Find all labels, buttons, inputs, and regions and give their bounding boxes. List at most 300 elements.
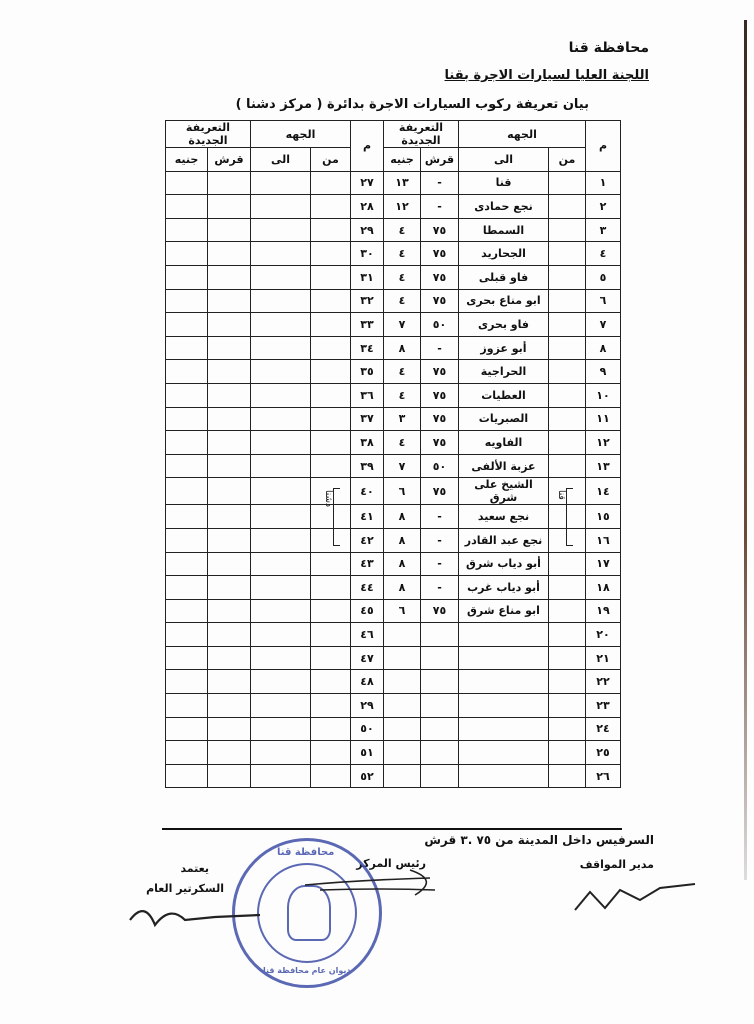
from-cell xyxy=(549,407,586,431)
pound-cell xyxy=(384,623,421,647)
piaster-cell-left xyxy=(208,478,251,505)
pound-cell-left xyxy=(166,336,208,360)
to-cell-left xyxy=(251,764,311,788)
to-cell xyxy=(459,764,549,788)
from-cell xyxy=(549,171,586,195)
from-cell xyxy=(549,576,586,600)
from-cell-left xyxy=(311,576,351,600)
table-row xyxy=(166,741,621,765)
table-row xyxy=(166,454,621,478)
from-header-left: من xyxy=(311,148,351,172)
serial-cell: ٦ xyxy=(586,289,621,313)
piaster-cell: - xyxy=(421,528,459,552)
serial-cell-left: ٣٩ xyxy=(351,454,384,478)
secretary-general-signature xyxy=(125,895,265,935)
serial-cell-left: ٣٢ xyxy=(351,289,384,313)
to-cell-left xyxy=(251,265,311,289)
table-row xyxy=(166,623,621,647)
from-cell-left xyxy=(311,599,351,623)
from-cell xyxy=(549,454,586,478)
piaster-cell: ٥٠ xyxy=(421,454,459,478)
from-cell-left xyxy=(311,265,351,289)
piaster-cell: ٧٥ xyxy=(421,289,459,313)
from-cell-left xyxy=(311,505,351,529)
pound-cell-left xyxy=(166,242,208,266)
serial-cell-left: ٤٣ xyxy=(351,552,384,576)
piaster-cell-left xyxy=(208,242,251,266)
to-cell: الشيخ على شرق xyxy=(459,478,549,505)
secretary-general-label: السكرتير العام xyxy=(146,882,224,895)
from-cell-left xyxy=(311,623,351,647)
pound-cell-left xyxy=(166,360,208,384)
piaster-cell-left xyxy=(208,576,251,600)
serial-cell-left: ٣٣ xyxy=(351,313,384,337)
to-cell-left xyxy=(251,171,311,195)
to-cell: ابو مناع شرق xyxy=(459,599,549,623)
serial-cell: ١٥ xyxy=(586,505,621,529)
serial-cell-left: ٣٠ xyxy=(351,242,384,266)
serial-cell-left: ٣١ xyxy=(351,265,384,289)
serial-cell: ٢٤ xyxy=(586,717,621,741)
serial-cell: ١٩ xyxy=(586,599,621,623)
from-cell xyxy=(549,195,586,219)
piaster-cell xyxy=(421,694,459,718)
pound-cell: ٤ xyxy=(384,242,421,266)
from-cell xyxy=(549,383,586,407)
from-cell-left xyxy=(311,646,351,670)
serial-cell: ٤ xyxy=(586,242,621,266)
pound-cell: ٤ xyxy=(384,360,421,384)
from-cell xyxy=(549,336,586,360)
to-cell: أبو دياب غرب xyxy=(459,576,549,600)
from-cell-left xyxy=(311,218,351,242)
from-cell xyxy=(549,289,586,313)
serial-header-left: م xyxy=(351,121,384,172)
piaster-cell-left xyxy=(208,360,251,384)
piaster-cell: ٧٥ xyxy=(421,265,459,289)
piaster-cell xyxy=(421,670,459,694)
serial-cell: ١٤ xyxy=(586,478,621,505)
fare-table xyxy=(165,120,621,788)
service-fare-note: السرفيس داخل المدينة من ٧٥ .٣ قرش xyxy=(424,833,654,847)
serial-cell: ١٠ xyxy=(586,383,621,407)
table-row xyxy=(166,478,621,505)
table-row xyxy=(166,599,621,623)
pound-header: جنيه xyxy=(384,148,421,172)
to-cell: نجع عبد القادر xyxy=(459,528,549,552)
serial-cell-left: ٤٨ xyxy=(351,670,384,694)
table-row xyxy=(166,646,621,670)
pound-cell: ٨ xyxy=(384,528,421,552)
from-cell-left xyxy=(311,171,351,195)
table-row xyxy=(166,694,621,718)
from-bracket-left-label: دشنا xyxy=(323,490,333,508)
to-cell xyxy=(459,717,549,741)
from-cell-left xyxy=(311,528,351,552)
to-header-left: الى xyxy=(251,148,311,172)
to-cell-left xyxy=(251,599,311,623)
serial-cell: ٢١ xyxy=(586,646,621,670)
table-row xyxy=(166,505,621,529)
from-bracket-right-label: قنا xyxy=(556,490,566,500)
table-row xyxy=(166,265,621,289)
serial-cell-left: ٤٢ xyxy=(351,528,384,552)
to-cell-left xyxy=(251,313,311,337)
to-cell-left xyxy=(251,195,311,219)
pound-cell-left xyxy=(166,764,208,788)
from-cell-left xyxy=(311,431,351,455)
from-cell-left xyxy=(311,289,351,313)
piaster-cell-left xyxy=(208,289,251,313)
serial-cell: ٢٢ xyxy=(586,670,621,694)
piaster-cell xyxy=(421,623,459,647)
table-row xyxy=(166,764,621,788)
to-cell: أبو دياب شرق xyxy=(459,552,549,576)
to-cell-left xyxy=(251,576,311,600)
pound-cell-left xyxy=(166,313,208,337)
table-row xyxy=(166,171,621,195)
to-cell-left xyxy=(251,552,311,576)
piaster-cell xyxy=(421,646,459,670)
from-cell-left xyxy=(311,454,351,478)
stamp-bottom-text: ديوان عام محافظة قنا xyxy=(263,966,351,975)
new-fare-header xyxy=(384,121,459,148)
to-cell-left xyxy=(251,505,311,529)
to-cell-left xyxy=(251,694,311,718)
pound-cell-left xyxy=(166,646,208,670)
pound-cell-left xyxy=(166,717,208,741)
serial-cell-left: ٥٢ xyxy=(351,764,384,788)
from-cell-left xyxy=(311,195,351,219)
from-cell xyxy=(549,670,586,694)
to-cell-left xyxy=(251,478,311,505)
pound-cell: ١٣ xyxy=(384,171,421,195)
pound-cell-left xyxy=(166,171,208,195)
from-cell xyxy=(549,694,586,718)
serial-cell: ٢٠ xyxy=(586,623,621,647)
piaster-cell: ٧٥ xyxy=(421,431,459,455)
serial-cell-left: ٤٦ xyxy=(351,623,384,647)
from-cell-left xyxy=(311,383,351,407)
piaster-cell-left xyxy=(208,694,251,718)
table-row xyxy=(166,383,621,407)
serial-cell-left: ٤٤ xyxy=(351,576,384,600)
to-cell-left xyxy=(251,336,311,360)
parking-manager-label: مدير المواقف xyxy=(579,858,654,871)
from-cell xyxy=(549,242,586,266)
piaster-cell-left xyxy=(208,764,251,788)
from-cell-left xyxy=(311,336,351,360)
to-cell: فاو قبلى xyxy=(459,265,549,289)
document-title: بيان تعريفة ركوب السيارات الاجرة بدائرة ( مركز دشنا ) xyxy=(235,97,589,112)
from-cell-left xyxy=(311,694,351,718)
from-cell-left xyxy=(311,313,351,337)
serial-cell-left: ٢٧ xyxy=(351,171,384,195)
from-cell xyxy=(549,265,586,289)
serial-cell: ٧ xyxy=(586,313,621,337)
to-cell: الحراجية xyxy=(459,360,549,384)
table-row xyxy=(166,431,621,455)
pound-cell-left xyxy=(166,265,208,289)
table-bottom-rule xyxy=(162,828,622,830)
from-cell xyxy=(549,552,586,576)
to-cell: عزبة الألفى xyxy=(459,454,549,478)
pound-cell-left xyxy=(166,431,208,455)
to-cell: الصبريات xyxy=(459,407,549,431)
piaster-cell-left xyxy=(208,741,251,765)
to-cell-left xyxy=(251,218,311,242)
serial-cell: ١١ xyxy=(586,407,621,431)
pound-cell-left xyxy=(166,407,208,431)
serial-cell: ٣ xyxy=(586,218,621,242)
page-edge-shadow xyxy=(744,20,747,880)
pound-cell: ٤ xyxy=(384,431,421,455)
serial-cell-left: ٤٧ xyxy=(351,646,384,670)
piaster-cell-left xyxy=(208,218,251,242)
serial-cell-left: ٥١ xyxy=(351,741,384,765)
piaster-cell: - xyxy=(421,336,459,360)
pound-cell-left xyxy=(166,576,208,600)
direction-header: الجهه xyxy=(459,121,586,148)
from-bracket-left xyxy=(333,488,340,546)
center-head-label: رئيس المركز xyxy=(356,857,426,870)
serial-cell: ١ xyxy=(586,171,621,195)
to-cell: الفاويه xyxy=(459,431,549,455)
piaster-cell: - xyxy=(421,195,459,219)
piaster-cell: - xyxy=(421,505,459,529)
pound-header-left: جنيه xyxy=(166,148,208,172)
pound-cell: ٤ xyxy=(384,265,421,289)
to-cell: أبو عزوز xyxy=(459,336,549,360)
serial-cell: ٢٣ xyxy=(586,694,621,718)
from-cell xyxy=(549,741,586,765)
pound-cell xyxy=(384,717,421,741)
pound-cell-left xyxy=(166,383,208,407)
to-cell: السمطا xyxy=(459,218,549,242)
serial-cell-left: ٣٥ xyxy=(351,360,384,384)
from-cell xyxy=(549,646,586,670)
pound-cell xyxy=(384,741,421,765)
pound-cell xyxy=(384,646,421,670)
from-cell xyxy=(549,623,586,647)
to-cell-left xyxy=(251,431,311,455)
to-cell xyxy=(459,694,549,718)
from-cell xyxy=(549,313,586,337)
pound-cell xyxy=(384,670,421,694)
parking-manager-signature xyxy=(570,880,700,920)
serial-cell: ١٨ xyxy=(586,576,621,600)
piaster-cell-left xyxy=(208,265,251,289)
from-cell xyxy=(549,360,586,384)
from-header: من xyxy=(549,148,586,172)
piaster-cell-left xyxy=(208,599,251,623)
to-cell-left xyxy=(251,670,311,694)
pound-cell: ٨ xyxy=(384,552,421,576)
pound-cell-left xyxy=(166,478,208,505)
pound-cell: ٤ xyxy=(384,383,421,407)
to-cell xyxy=(459,670,549,694)
serial-cell: ١٦ xyxy=(586,528,621,552)
from-cell-left xyxy=(311,360,351,384)
from-bracket-right xyxy=(566,488,573,546)
from-cell-left xyxy=(311,242,351,266)
piaster-cell-left xyxy=(208,717,251,741)
to-cell-left xyxy=(251,646,311,670)
pound-cell: ٤ xyxy=(384,289,421,313)
pound-cell: ٤ xyxy=(384,218,421,242)
committee-title: اللجنة العليا لسيارات الاجرة بقنا xyxy=(444,68,649,83)
table-row xyxy=(166,528,621,552)
serial-cell-left: ٤٠ xyxy=(351,478,384,505)
table-row xyxy=(166,576,621,600)
pound-cell-left xyxy=(166,289,208,313)
serial-cell-left: ٣٤ xyxy=(351,336,384,360)
serial-cell-left: ٣٧ xyxy=(351,407,384,431)
piaster-cell: - xyxy=(421,576,459,600)
to-cell xyxy=(459,741,549,765)
pound-cell-left xyxy=(166,218,208,242)
to-cell: نجع سعيد xyxy=(459,505,549,529)
piaster-cell-left xyxy=(208,383,251,407)
piaster-header: قرش xyxy=(421,148,459,172)
piaster-cell-left xyxy=(208,336,251,360)
to-cell: قنا xyxy=(459,171,549,195)
pound-cell: ٣ xyxy=(384,407,421,431)
piaster-cell: - xyxy=(421,171,459,195)
serial-cell: ٨ xyxy=(586,336,621,360)
piaster-cell: ٧٥ xyxy=(421,407,459,431)
to-cell-left xyxy=(251,360,311,384)
serial-cell-left: ٥٠ xyxy=(351,717,384,741)
pound-cell-left xyxy=(166,623,208,647)
serial-cell: ٢٦ xyxy=(586,764,621,788)
table-row xyxy=(166,242,621,266)
to-cell-left xyxy=(251,407,311,431)
piaster-cell-left xyxy=(208,407,251,431)
pound-cell-left xyxy=(166,528,208,552)
pound-cell: ٨ xyxy=(384,336,421,360)
governorate-title: محافظة قنا xyxy=(568,40,649,56)
from-cell xyxy=(549,599,586,623)
piaster-cell: ٧٥ xyxy=(421,242,459,266)
pound-cell-left xyxy=(166,599,208,623)
from-cell xyxy=(549,431,586,455)
serial-cell: ٥ xyxy=(586,265,621,289)
piaster-cell xyxy=(421,764,459,788)
pound-cell: ٦ xyxy=(384,599,421,623)
piaster-cell-left xyxy=(208,552,251,576)
from-cell xyxy=(549,717,586,741)
pound-cell-left xyxy=(166,454,208,478)
from-cell-left xyxy=(311,407,351,431)
serial-cell: ١٣ xyxy=(586,454,621,478)
to-cell-left xyxy=(251,623,311,647)
serial-cell-left: ٣٨ xyxy=(351,431,384,455)
serial-cell-left: ٤١ xyxy=(351,505,384,529)
piaster-cell-left xyxy=(208,670,251,694)
serial-header: م xyxy=(586,121,621,172)
pound-cell-left xyxy=(166,694,208,718)
to-cell: نجع حمادى xyxy=(459,195,549,219)
pound-cell-left xyxy=(166,552,208,576)
table-row xyxy=(166,218,621,242)
table-row xyxy=(166,313,621,337)
serial-cell-left: ٢٨ xyxy=(351,195,384,219)
table-row xyxy=(166,195,621,219)
piaster-cell-left xyxy=(208,454,251,478)
serial-cell: ١٧ xyxy=(586,552,621,576)
piaster-cell-left xyxy=(208,505,251,529)
stamp-top-text: محافظة قنا xyxy=(277,847,335,858)
pound-cell-left xyxy=(166,670,208,694)
piaster-cell: ٧٥ xyxy=(421,360,459,384)
piaster-cell-left xyxy=(208,313,251,337)
table-row xyxy=(166,360,621,384)
to-cell-left xyxy=(251,454,311,478)
pound-cell-left xyxy=(166,195,208,219)
to-header: الى xyxy=(459,148,549,172)
serial-cell-left: ٢٩ xyxy=(351,218,384,242)
table-row xyxy=(166,717,621,741)
to-cell-left xyxy=(251,717,311,741)
pound-cell: ٨ xyxy=(384,505,421,529)
to-cell-left xyxy=(251,242,311,266)
piaster-cell xyxy=(421,741,459,765)
from-cell-left xyxy=(311,552,351,576)
serial-cell-left: ٣٦ xyxy=(351,383,384,407)
piaster-cell: ٧٥ xyxy=(421,599,459,623)
from-cell xyxy=(549,764,586,788)
piaster-cell: ٧٥ xyxy=(421,383,459,407)
table-row xyxy=(166,552,621,576)
approve-label: يعتمد xyxy=(180,862,209,875)
serial-cell: ٢٥ xyxy=(586,741,621,765)
piaster-header-left: قرش xyxy=(208,148,251,172)
piaster-cell-left xyxy=(208,528,251,552)
to-cell xyxy=(459,646,549,670)
new-fare-header-left: التعريفة الجديدة xyxy=(166,121,251,148)
from-cell-left xyxy=(311,717,351,741)
from-cell-left xyxy=(311,764,351,788)
piaster-cell-left xyxy=(208,171,251,195)
from-cell xyxy=(549,218,586,242)
from-cell-left xyxy=(311,670,351,694)
to-cell: العطيات xyxy=(459,383,549,407)
piaster-cell-left xyxy=(208,195,251,219)
piaster-cell: ٥٠ xyxy=(421,313,459,337)
table-row xyxy=(166,336,621,360)
piaster-cell: - xyxy=(421,552,459,576)
pound-cell xyxy=(384,764,421,788)
table-row xyxy=(166,407,621,431)
piaster-cell xyxy=(421,717,459,741)
to-cell-left xyxy=(251,289,311,313)
pound-cell-left xyxy=(166,741,208,765)
serial-cell-left: ٢٩ xyxy=(351,694,384,718)
piaster-cell-left xyxy=(208,646,251,670)
pound-cell: ١٢ xyxy=(384,195,421,219)
serial-cell: ٩ xyxy=(586,360,621,384)
piaster-cell-left xyxy=(208,431,251,455)
pound-cell: ٨ xyxy=(384,576,421,600)
from-cell-left xyxy=(311,741,351,765)
pound-cell: ٧ xyxy=(384,313,421,337)
table-row xyxy=(166,289,621,313)
to-cell xyxy=(459,623,549,647)
pound-cell xyxy=(384,694,421,718)
direction-header-left: الجهه xyxy=(251,121,351,148)
table-row xyxy=(166,670,621,694)
